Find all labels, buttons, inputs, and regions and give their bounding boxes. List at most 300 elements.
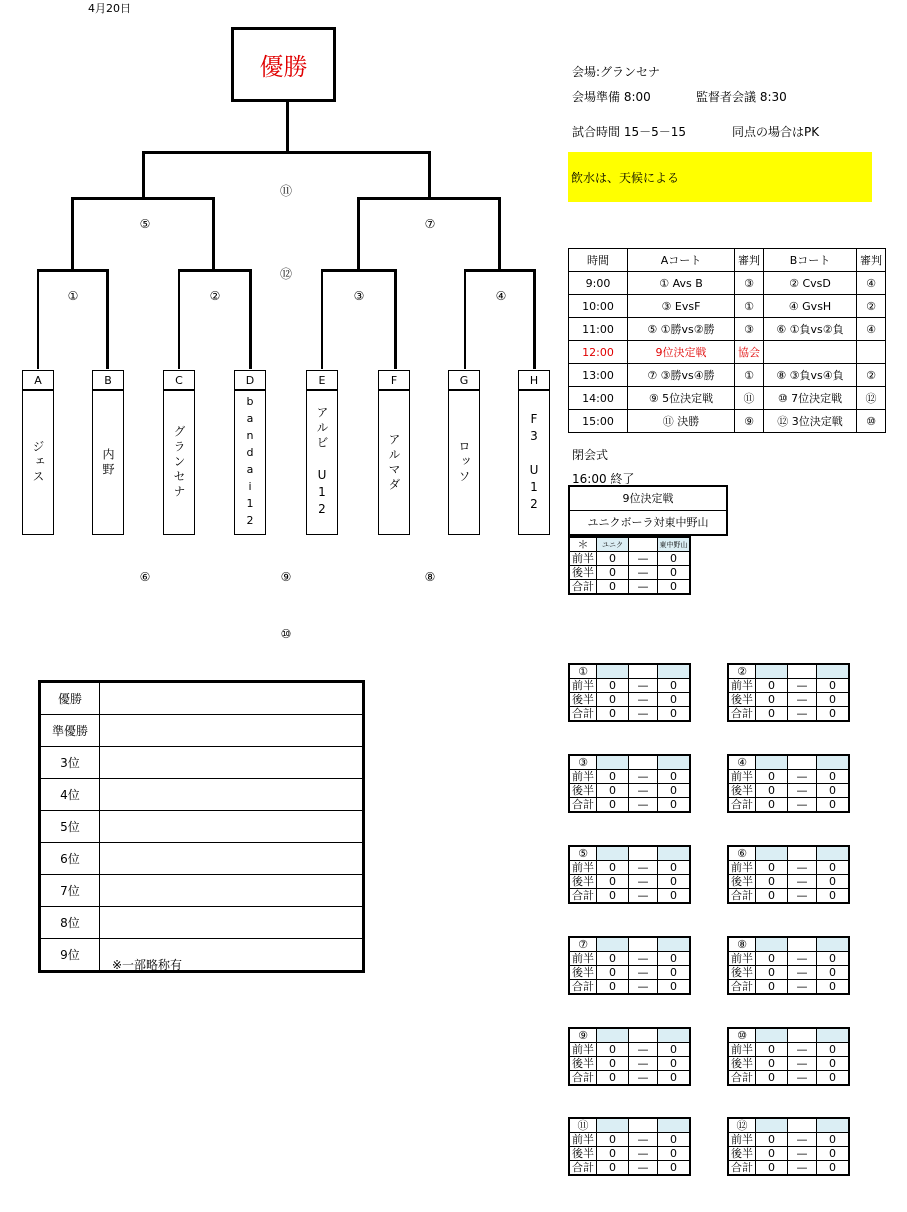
score-cell: 0 [756,966,788,980]
dash-cell: — [629,966,658,980]
row-label: 前半 [569,679,597,693]
round-9-label: ⑨ [280,570,292,584]
cell: 14:00 [569,387,628,410]
score-cell: 0 [597,707,629,722]
score-table-4 [727,754,850,813]
match-time-text: 試合時間 15－5－15 [572,125,686,139]
score-cell: 0 [756,952,788,966]
ranking-table [38,680,365,973]
team-b-letter: B [92,370,124,390]
dash-cell: — [788,770,817,784]
row-label: 前半 [569,1133,597,1147]
dash-cell: — [629,693,658,707]
blank-cell [629,937,658,952]
team1-header [756,1118,788,1133]
score-cell: 0 [597,1071,629,1086]
dash-cell: — [629,784,658,798]
dash-cell: — [788,1161,817,1176]
dash-cell: — [788,1057,817,1071]
table-header-row [569,249,886,272]
cell: 12:00 [569,341,628,364]
score-cell: 0 [817,875,850,889]
table-row [569,318,886,341]
score-cell: 0 [817,861,850,875]
team1-header [756,1028,788,1043]
team2-header [658,937,691,952]
table-row [569,410,886,433]
cell: ⑥ ①負vs②負 [764,318,857,341]
score-cell: 0 [817,980,850,995]
closing-ceremony-text: 閉会式 [572,448,609,462]
score-cell: 0 [756,1043,788,1057]
score-cell: 0 [658,784,691,798]
blank-cell [788,664,817,679]
score-table-5 [568,845,691,904]
rank-team-cell [100,747,364,779]
row-label: 後半 [728,784,756,798]
cell: ④ [857,318,886,341]
tie-rule-text: 同点の場合はPK [732,125,820,139]
score-cell: 0 [756,1161,788,1176]
row-label: 前半 [728,1043,756,1057]
header-referee-b: 審判 [857,249,886,272]
score-table-8 [727,936,850,995]
row-label: 前半 [728,679,756,693]
round-12-label: ⑫ [279,267,292,281]
match-number: ② [728,664,756,679]
team-d-name: bandai12 [243,394,257,531]
score-table-2 [727,663,850,722]
row-label: 後半 [569,784,597,798]
row-label: 後半 [569,566,597,580]
cell: ⑨ 5位決定戦 [628,387,735,410]
score-cell: 0 [597,875,629,889]
cell: 15:00 [569,410,628,433]
team2-header: 東中野山 [658,537,691,552]
round-6-label: ⑥ [139,570,151,584]
rank-team-cell [100,715,364,747]
row-label: 後半 [728,875,756,889]
score-cell: 0 [658,679,691,693]
score-table-ninth [568,536,691,595]
score-cell: 0 [756,707,788,722]
rank-label: 5位 [40,811,100,843]
rank-label: 6位 [40,843,100,875]
end-time-text: 16:00 終了 [572,472,635,486]
score-cell: 0 [597,1057,629,1071]
score-cell: 0 [756,875,788,889]
row-label: 合計 [728,798,756,813]
dash-cell: — [629,707,658,722]
score-cell: 0 [597,566,629,580]
dash-cell: — [629,1057,658,1071]
team-a-box [22,390,54,535]
score-table-10 [727,1027,850,1086]
score-cell: 0 [597,952,629,966]
score-cell: 0 [658,1147,691,1161]
blank-cell [788,1028,817,1043]
dash-cell: — [788,798,817,813]
score-cell: 0 [597,552,629,566]
round-2-label: ② [209,289,221,303]
dash-cell: — [788,861,817,875]
score-table-9 [568,1027,691,1086]
score-cell: 0 [756,1071,788,1086]
score-cell: 0 [756,1147,788,1161]
dash-cell: — [629,1133,658,1147]
round-3-label: ③ [353,289,365,303]
team2-header [817,1028,850,1043]
date-label: 4月20日 [88,2,131,15]
team-c-name: グランセナ [172,425,186,500]
team2-header [817,664,850,679]
score-table-3 [568,754,691,813]
rank-team-cell [100,907,364,939]
team2-header [817,937,850,952]
cell: ② [857,364,886,387]
cell: ② [857,295,886,318]
row-label: 合計 [728,1071,756,1086]
table-row [569,387,886,410]
round-8-label: ⑧ [424,570,436,584]
match-number: ⑫ [728,1118,756,1133]
dash-cell: — [629,889,658,904]
row-label: 合計 [569,707,597,722]
ranking-row [40,715,364,747]
cell: ⑫ [857,387,886,410]
rank-team-cell [100,875,364,907]
score-cell: 0 [658,980,691,995]
team2-header [817,755,850,770]
match-number: ⑦ [569,937,597,952]
cell: ⑦ ③勝vs④勝 [628,364,735,387]
team-g-letter: G [448,370,480,390]
score-cell: 0 [658,1057,691,1071]
dash-cell: — [629,679,658,693]
cell: ② CvsD [764,272,857,295]
team1-header [597,1028,629,1043]
score-cell: 0 [658,566,691,580]
score-cell: 0 [597,861,629,875]
team1-header [597,846,629,861]
match-number: ⑧ [728,937,756,952]
team2-header [658,1028,691,1043]
rank-team-cell [100,779,364,811]
cell: ⑨ [735,410,764,433]
meeting-time-text: 監督者会議 8:30 [696,90,787,104]
row-label: 後半 [728,1057,756,1071]
rank-team-cell [100,843,364,875]
rank-label: 4位 [40,779,100,811]
dash-cell: — [788,707,817,722]
ranking-row [40,811,364,843]
row-label: 後半 [569,875,597,889]
score-cell: 0 [756,679,788,693]
rank-label: 9位 [40,939,100,972]
score-cell: 0 [756,1057,788,1071]
rank-team-cell [100,811,364,843]
score-cell: 0 [597,966,629,980]
blank-cell [629,537,658,552]
cell: ③ [735,272,764,295]
score-cell: 0 [597,784,629,798]
dash-cell: — [788,784,817,798]
dash-cell: — [629,1071,658,1086]
cell: ③ [735,318,764,341]
dash-cell: — [629,1161,658,1176]
prep-time-text: 会場準備 8:00 [572,90,651,104]
score-cell: 0 [756,798,788,813]
score-cell: 0 [658,1161,691,1176]
dash-cell: — [629,1043,658,1057]
score-cell: 0 [658,875,691,889]
team-h-box [518,390,550,535]
score-cell: 0 [817,1147,850,1161]
row-label: 後半 [728,966,756,980]
score-cell: 0 [658,861,691,875]
cell: 11:00 [569,318,628,341]
score-cell: 0 [658,770,691,784]
team2-header [658,846,691,861]
team1-header [756,846,788,861]
row-label: 合計 [728,889,756,904]
dash-cell: — [788,679,817,693]
rank-team-cell [100,682,364,715]
cell: ④ GvsH [764,295,857,318]
score-cell: 0 [756,693,788,707]
row-label: 合計 [569,980,597,995]
dash-cell: — [629,1147,658,1161]
header-time: 時間 [569,249,628,272]
score-cell: 0 [658,966,691,980]
score-cell: 0 [756,770,788,784]
score-cell: 0 [597,1133,629,1147]
team-d-box [234,390,266,535]
row-label: 後半 [728,1147,756,1161]
score-cell: 0 [817,889,850,904]
cell: ⑪ 決勝 [628,410,735,433]
score-cell: 0 [658,1133,691,1147]
score-cell: 0 [597,798,629,813]
cell: ④ [857,272,886,295]
dash-cell: — [629,798,658,813]
team1-header [756,755,788,770]
round-7-label: ⑦ [424,217,436,231]
score-cell: 0 [658,1071,691,1086]
cell: 9位決定戦 [628,341,735,364]
team-a-name: ジェス [31,440,45,485]
score-cell: 0 [817,1133,850,1147]
team1-header [597,937,629,952]
blank-cell [629,664,658,679]
rank-label: 8位 [40,907,100,939]
team-b-box [92,390,124,535]
team2-header [817,1118,850,1133]
dash-cell: — [629,861,658,875]
rank-label: 準優勝 [40,715,100,747]
team2-header [658,1118,691,1133]
score-cell: 0 [817,1057,850,1071]
table-row [569,295,886,318]
row-label: 後半 [728,693,756,707]
table-row [569,364,886,387]
blank-cell [788,755,817,770]
score-cell: 0 [817,966,850,980]
team-c-box [163,390,195,535]
dash-cell: — [629,952,658,966]
ninth-place-box [568,485,728,536]
score-cell: 0 [597,1043,629,1057]
team-e-letter: E [306,370,338,390]
score-cell: 0 [597,980,629,995]
score-cell: 0 [756,980,788,995]
team1-header [597,1118,629,1133]
ranking-row [40,875,364,907]
champion-label: 優勝 [259,53,308,81]
match-number: ⑨ [569,1028,597,1043]
dash-cell: — [629,566,658,580]
team2-header [658,664,691,679]
cell: ⑩ [857,410,886,433]
match-number: ⑥ [728,846,756,861]
row-label: 合計 [728,707,756,722]
match-number: ⑩ [728,1028,756,1043]
team-a-letter: A [22,370,54,390]
water-notice [568,152,872,202]
team-f-letter: F [378,370,410,390]
score-cell: 0 [817,693,850,707]
row-label: 合計 [728,1161,756,1176]
blank-cell [788,846,817,861]
dash-cell: — [629,980,658,995]
cell: ⑪ [735,387,764,410]
dash-cell: — [788,952,817,966]
score-cell: 0 [658,580,691,595]
ranking-row [40,907,364,939]
row-label: 後半 [569,1147,597,1161]
venue-text: 会場:グランセナ [572,65,661,79]
dash-cell: — [629,875,658,889]
round-4-label: ④ [495,289,507,303]
champion-box [231,27,336,102]
dash-cell: — [788,966,817,980]
table-row [569,341,886,364]
dash-cell: — [788,889,817,904]
score-cell: 0 [597,679,629,693]
table-row [569,272,886,295]
score-cell: 0 [597,693,629,707]
row-label: 前半 [569,1043,597,1057]
row-label: 前半 [569,952,597,966]
team-g-box [448,390,480,535]
score-cell: 0 [597,1147,629,1161]
round-11-label: ⑪ [279,184,292,198]
score-table-11 [568,1117,691,1176]
team1-header: ユニク [597,537,629,552]
header-b-court: Bコート [764,249,857,272]
match-number: ④ [728,755,756,770]
score-cell: 0 [817,798,850,813]
cell [857,341,886,364]
row-label: 前半 [728,952,756,966]
ranking-row [40,779,364,811]
team-h-name: F3 U12 [527,411,541,514]
marker: ＊ [569,537,597,552]
score-cell: 0 [817,707,850,722]
score-table-6 [727,845,850,904]
rank-label: 優勝 [40,682,100,715]
row-label: 合計 [569,1161,597,1176]
score-table-7 [568,936,691,995]
dash-cell: — [788,1133,817,1147]
score-cell: 0 [756,1133,788,1147]
cell: ③ EvsF [628,295,735,318]
team-h-letter: H [518,370,550,390]
cell: 10:00 [569,295,628,318]
team-d-letter: D [234,370,266,390]
row-label: 後半 [569,966,597,980]
header-referee-a: 審判 [735,249,764,272]
row-label: 合計 [569,798,597,813]
team2-header [658,755,691,770]
row-label: 前半 [728,861,756,875]
score-cell: 0 [817,1043,850,1057]
ninth-place-match: ユニクボーラ対東中野山 [570,510,726,534]
team1-header [597,755,629,770]
score-cell: 0 [597,1161,629,1176]
ranking-row [40,939,364,972]
ranking-row [40,747,364,779]
row-label: 前半 [728,770,756,784]
blank-cell [788,1118,817,1133]
score-table-12 [727,1117,850,1176]
score-cell: 0 [817,1161,850,1176]
abbreviation-note: ※一部略称有 [112,958,183,972]
row-label: 前半 [569,861,597,875]
dash-cell: — [788,693,817,707]
round-5-label: ⑤ [139,217,151,231]
team1-header [597,664,629,679]
cell: ① [735,364,764,387]
schedule-table [568,248,886,433]
score-cell: 0 [597,889,629,904]
round-1-label: ① [67,289,79,303]
score-cell: 0 [597,580,629,595]
match-number: ① [569,664,597,679]
ranking-row [40,682,364,715]
score-cell: 0 [658,798,691,813]
dash-cell: — [788,980,817,995]
team-g-name: ロッソ [457,440,471,485]
rank-label: 3位 [40,747,100,779]
score-cell: 0 [817,1071,850,1086]
blank-cell [629,1028,658,1043]
cell: 13:00 [569,364,628,387]
cell: ⑫ 3位決定戦 [764,410,857,433]
row-label: 合計 [569,889,597,904]
team-e-box [306,390,338,535]
team-c-letter: C [163,370,195,390]
score-cell: 0 [756,861,788,875]
ninth-place-title: 9位決定戦 [622,492,674,505]
header-a-court: Aコート [628,249,735,272]
cell: 9:00 [569,272,628,295]
dash-cell: — [788,1071,817,1086]
row-label: 前半 [569,552,597,566]
score-cell: 0 [756,889,788,904]
ranking-row [40,843,364,875]
score-cell: 0 [597,770,629,784]
